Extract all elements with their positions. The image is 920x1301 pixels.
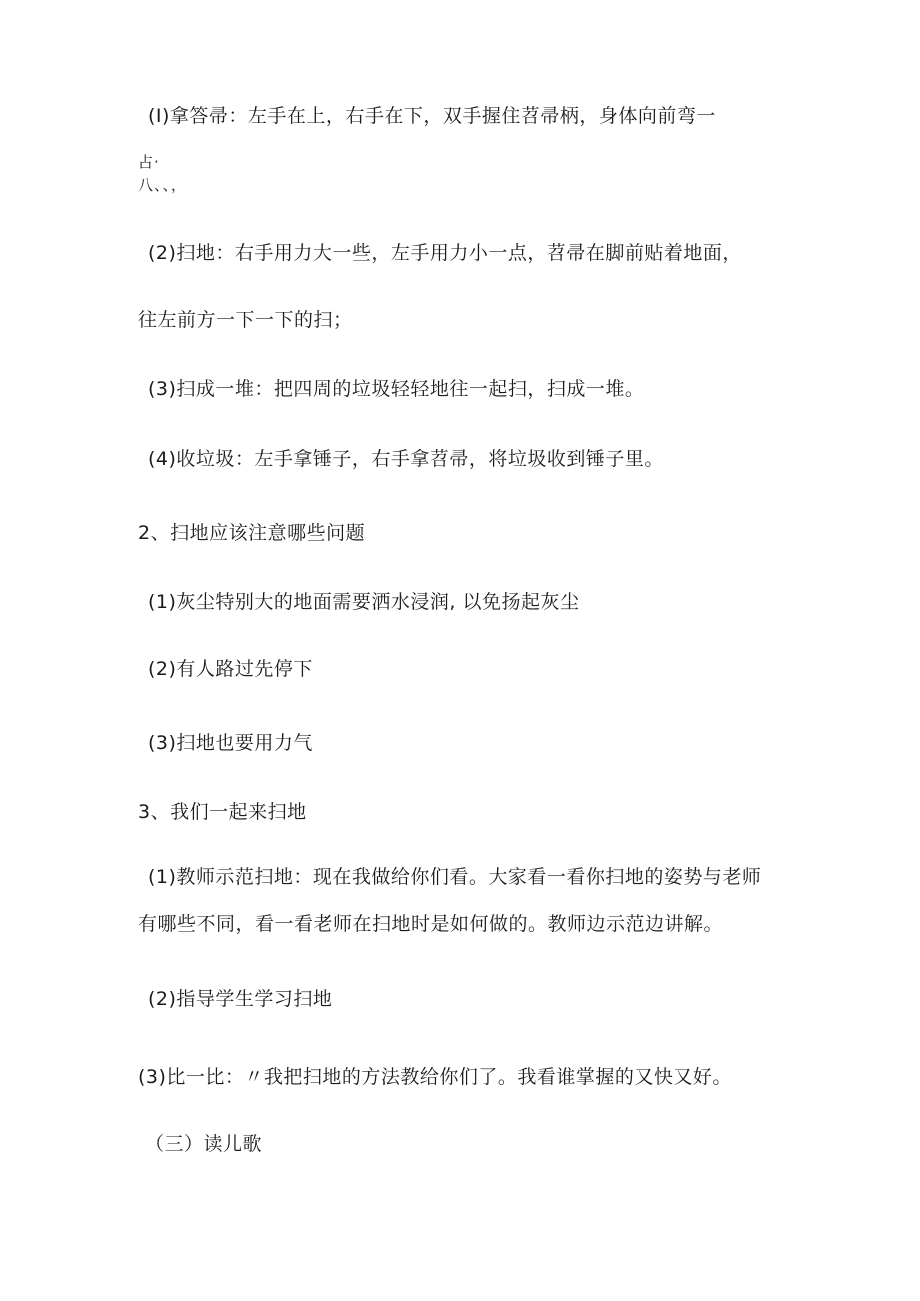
step-2-text: (2)扫地：右手用力大一些，左手用力小一点，苕帚在脚前贴着地面， (148, 242, 742, 264)
section-3-heading: 3、我们一起来扫地 (138, 801, 307, 823)
section-3-item-1: (1)教师示范扫地：现在我做给你们看。大家看一看你扫地的姿势与老师 (148, 866, 762, 888)
step-1-fragment-b: 八、、， (138, 176, 188, 194)
step-3-text: (3)扫成一堆：把四周的垃圾轻轻地往一起扫，扫成一堆。 (148, 378, 645, 400)
step-1-fragment-a: 占· (138, 153, 160, 171)
section-three-heading: （三）读儿歌 (145, 1133, 263, 1155)
section-2-item-3: (3)扫地也要用力气 (148, 732, 313, 754)
section-2-heading: 2、扫地应该注意哪些问题 (138, 522, 366, 544)
step-4-text: (4)收垃圾：左手拿锤子，右手拿苕帚，将垃圾收到锤子里。 (148, 448, 664, 470)
step-1-text: (I)拿答帚：左手在上，右手在下，双手握住苕帚柄，身体向前弯一 (148, 105, 716, 127)
section-3-item-1-continuation: 有哪些不同，看一看老师在扫地时是如何做的。教师边示范边讲解。 (138, 913, 724, 935)
section-2-item-2: (2)有人路过先停下 (148, 658, 313, 680)
section-2-item-1: (1)灰尘特别大的地面需要洒水浸润, 以免扬起灰尘 (148, 591, 580, 613)
section-3-item-3: (3)比一比：〃我把扫地的方法教给你们了。我看谁掌握的又快又好。 (138, 1066, 732, 1088)
section-3-item-2: (2)指导学生学习扫地 (148, 988, 333, 1010)
step-2-continuation: 往左前方一下一下的扫； (138, 309, 353, 331)
